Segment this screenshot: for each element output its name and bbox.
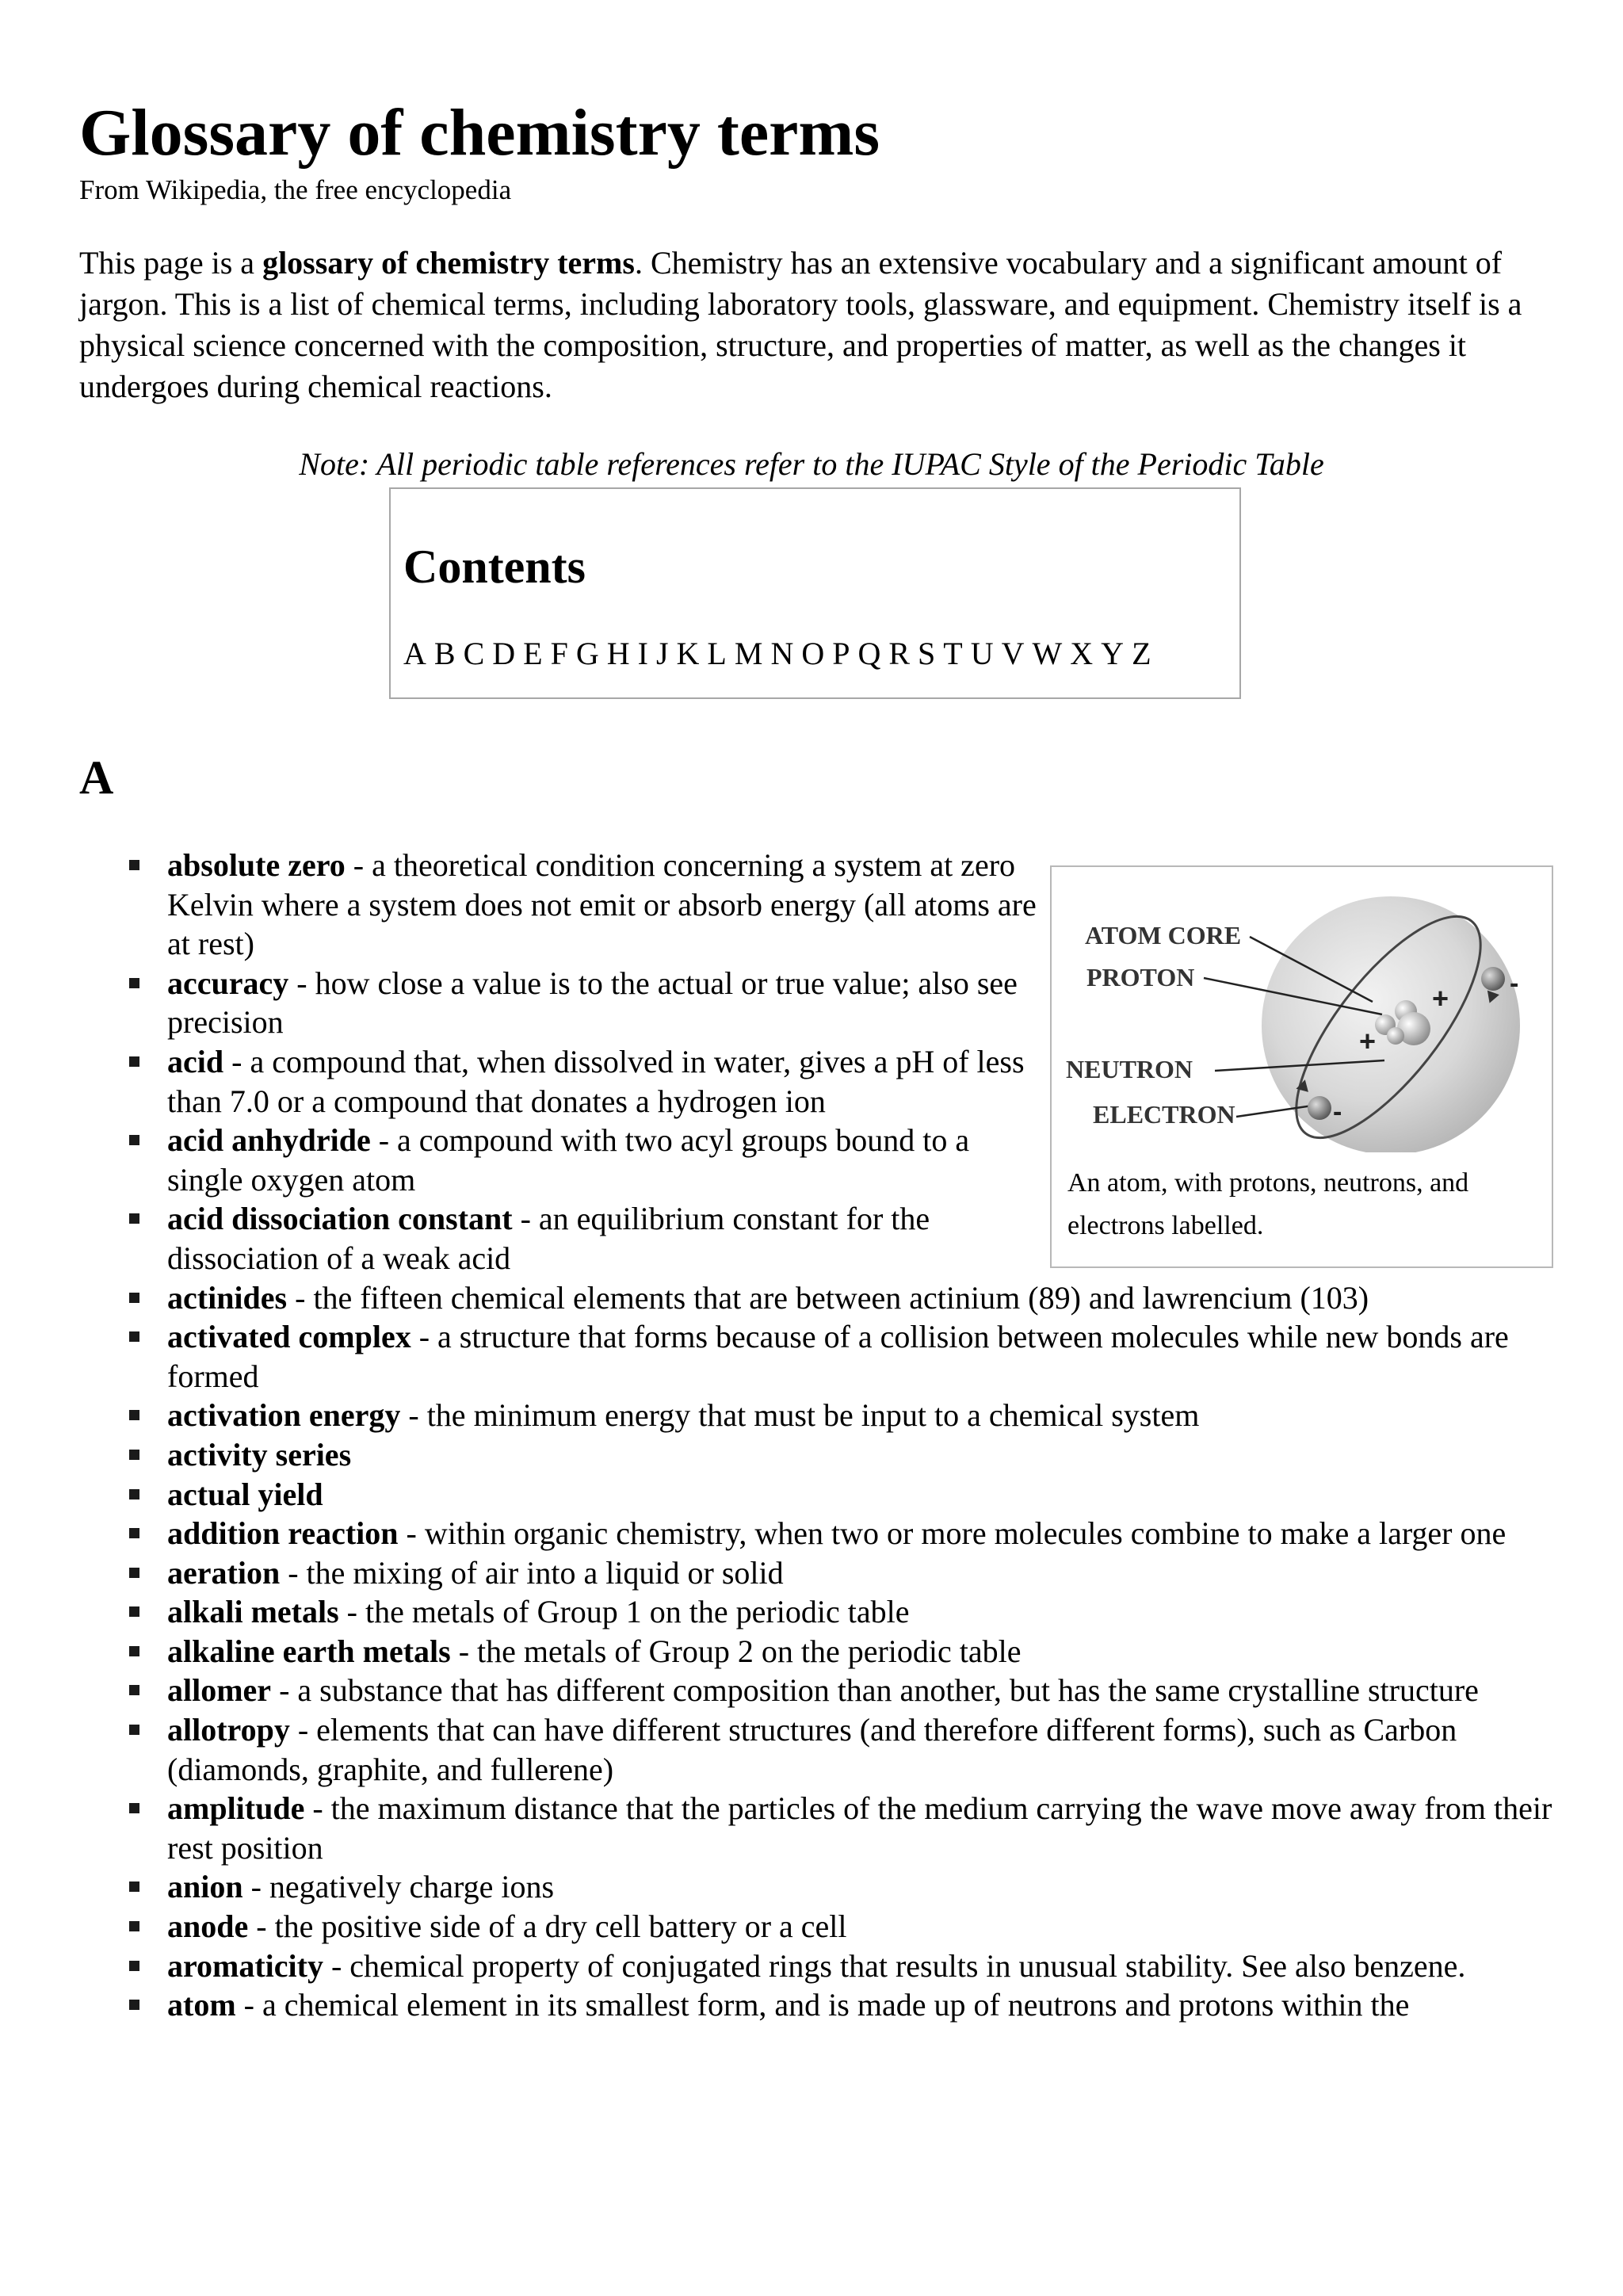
glossary-definition: - a compound that, when dissolved in water, gives a pH of less than 7.0 or a compound that donates a hydrogen ion	[167, 1043, 1025, 1119]
glossary-item	[0, 1671, 1577, 1710]
glossary-definition: - the mixing of air into a liquid or solid	[280, 1554, 784, 1591]
glossary-definition: - a compound with two acyl groups bound to a single oxygen atom	[167, 1122, 970, 1198]
glossary-item	[0, 1042, 1047, 1121]
glossary-item	[0, 846, 1047, 964]
neutron-label: NEUTRON	[1066, 1055, 1193, 1083]
glossary-term: acid anhydride	[167, 1122, 371, 1159]
toc-letter-link[interactable]: S	[918, 636, 936, 671]
toc-letter-link[interactable]: Q	[857, 636, 881, 671]
glossary-term: alkali metals	[167, 1594, 339, 1630]
toc-letter-link[interactable]: I	[637, 636, 648, 671]
page-subtitle: From Wikipedia, the free encyclopedia	[79, 174, 512, 205]
glossary-definition: - negatively charge ions	[242, 1869, 555, 1905]
glossary-definition: - the metals of Group 1 on the periodic table	[338, 1594, 910, 1630]
glossary-item	[0, 1278, 1577, 1318]
toc-letter-link[interactable]: V	[1001, 636, 1025, 671]
glossary-item	[0, 1946, 1577, 1986]
glossary-term: actinides	[167, 1279, 288, 1316]
plus-sign: +	[1359, 1025, 1377, 1057]
figure-caption: An atom, with protons, neutrons, and electrons labelled.	[1067, 1168, 1469, 1240]
glossary-definition: - chemical property of conjugated rings that results in unusual stability. See also benzene.	[323, 1947, 1466, 1984]
toc-letter-link[interactable]: K	[676, 636, 700, 671]
glossary-item	[0, 1789, 1577, 1867]
glossary-list	[0, 846, 1577, 2025]
minus-sign: -	[1510, 968, 1519, 999]
glossary-term: alkaline earth metals	[167, 1633, 451, 1669]
page-title: Glossary of chemistry terms	[79, 96, 880, 170]
intro-paragraph	[79, 243, 1569, 407]
glossary-item	[0, 1907, 1577, 1946]
glossary-term: anion	[167, 1869, 243, 1905]
glossary-definition: - the minimum energy that must be input to a chemical system	[400, 1397, 1200, 1434]
toc-letter-link[interactable]: F	[550, 636, 568, 671]
glossary-definition: - within organic chemistry, when two or more molecules combine to make a larger one	[398, 1515, 1507, 1552]
toc-letter-link[interactable]: C	[463, 636, 485, 671]
atom-core-label: ATOM CORE	[1085, 921, 1242, 949]
intro-text-start: This page is a	[79, 245, 263, 281]
glossary-term: aromaticity	[167, 1947, 323, 1984]
glossary-term: activated complex	[167, 1319, 411, 1355]
glossary-item	[0, 1553, 1577, 1593]
toc-letter-link[interactable]: W	[1032, 636, 1063, 671]
glossary-definition: - a structure that forms because of a collision between molecules while new bonds are formed	[167, 1319, 1509, 1394]
glossary-item	[0, 1121, 1047, 1199]
toc-letter-link[interactable]: Y	[1101, 636, 1125, 671]
toc-letter-links	[403, 633, 1159, 674]
glossary-item	[0, 1710, 1577, 1789]
periodic-table-note: Note: All periodic table references refer to the IUPAC Style of the Periodic Table	[299, 446, 1324, 482]
toc-letter-link[interactable]: J	[655, 636, 669, 671]
toc-letter-link[interactable]: U	[970, 636, 994, 671]
glossary-item	[0, 964, 1047, 1042]
toc-letter-link[interactable]: G	[575, 636, 599, 671]
glossary-term: addition reaction	[167, 1515, 399, 1552]
glossary-item	[0, 1632, 1577, 1671]
glossary-definition: - the maximum distance that the particles of the medium carrying the wave move away from their rest position	[167, 1790, 1552, 1866]
glossary-item	[0, 1435, 1577, 1475]
glossary-item	[0, 1396, 1577, 1435]
glossary-term: allotropy	[167, 1712, 290, 1748]
table-of-contents	[389, 487, 1241, 699]
toc-letter-link[interactable]: Z	[1132, 636, 1151, 671]
electron-label: ELECTRON	[1093, 1100, 1235, 1129]
glossary-term: actual yield	[167, 1476, 323, 1512]
glossary-item	[0, 1592, 1577, 1632]
glossary-item	[0, 1985, 1577, 2025]
toc-letter-link[interactable]: D	[492, 636, 516, 671]
glossary-term: acid dissociation constant	[167, 1201, 513, 1237]
glossary-definition: - a substance that has different composition than another, but has the same crystalline structure	[271, 1672, 1479, 1709]
glossary-definition: - a chemical element in its smallest form, and is made up of neutrons and protons within the	[235, 1987, 1410, 2023]
glossary-definition: - the fifteen chemical elements that are between actinium (89) and lawrencium (103)	[287, 1279, 1369, 1316]
intro-bold-term: glossary of chemistry terms	[262, 245, 635, 281]
plus-sign: +	[1432, 982, 1449, 1014]
glossary-definition: - how close a value is to the actual or true value; also see precision	[167, 965, 1018, 1041]
toc-letter-link[interactable]: R	[888, 636, 911, 671]
glossary-item	[0, 1514, 1577, 1553]
glossary-definition: - elements that can have different structures (and therefore different forms), such as Carbon (diamonds, graphite, and fullerene)	[167, 1712, 1457, 1787]
glossary-term: allomer	[167, 1672, 272, 1709]
glossary-term: anode	[167, 1908, 249, 1945]
glossary-term: absolute zero	[167, 847, 346, 883]
toc-letter-link[interactable]: H	[606, 636, 630, 671]
toc-title: Contents	[403, 541, 586, 593]
toc-letter-link[interactable]: T	[943, 636, 963, 671]
glossary-item	[0, 1317, 1577, 1396]
glossary-term: acid	[167, 1043, 224, 1079]
glossary-item	[0, 1199, 1047, 1278]
glossary-term: accuracy	[167, 965, 289, 1001]
toc-letter-link[interactable]: M	[734, 636, 763, 671]
glossary-definition: - a theoretical condition concerning a system at zero Kelvin where a system does not emit or absorb energy (all atoms are at rest)	[167, 847, 1037, 962]
toc-letter-link[interactable]: B	[433, 636, 456, 671]
glossary-term: aeration	[167, 1554, 281, 1591]
glossary-item	[0, 1867, 1577, 1907]
glossary-term: atom	[167, 1987, 236, 2023]
glossary-term: activation energy	[167, 1397, 401, 1434]
toc-letter-link[interactable]: L	[707, 636, 727, 671]
glossary-term: activity series	[167, 1436, 352, 1473]
glossary-item	[0, 1475, 1577, 1515]
intro-text-rest: . Chemistry has an extensive vocabulary and a significant amount of jargon. This is a list of chemical terms, including laboratory tools, glassware, and equipment. Chemistry itself is a physical science concerned with the composition, structure, and properties of matter, as well as the changes it undergoes during chemical reactions.	[79, 245, 1522, 404]
toc-letter-link[interactable]: E	[523, 636, 543, 671]
toc-letter-link[interactable]: P	[832, 636, 850, 671]
toc-letter-link[interactable]: A	[403, 636, 426, 671]
proton-label: PROTON	[1086, 963, 1195, 991]
section-heading-a: A	[79, 751, 114, 804]
glossary-term: amplitude	[167, 1790, 305, 1827]
glossary-definition: - the metals of Group 2 on the periodic table	[450, 1633, 1022, 1669]
toc-letter-link[interactable]: O	[801, 636, 825, 671]
minus-sign: -	[1333, 1097, 1342, 1127]
glossary-definition: - an equilibrium constant for the dissociation of a weak acid	[167, 1201, 930, 1276]
toc-letter-link[interactable]: X	[1070, 636, 1094, 671]
glossary-definition: - the positive side of a dry cell battery or a cell	[248, 1908, 847, 1945]
toc-letter-link[interactable]: N	[770, 636, 794, 671]
